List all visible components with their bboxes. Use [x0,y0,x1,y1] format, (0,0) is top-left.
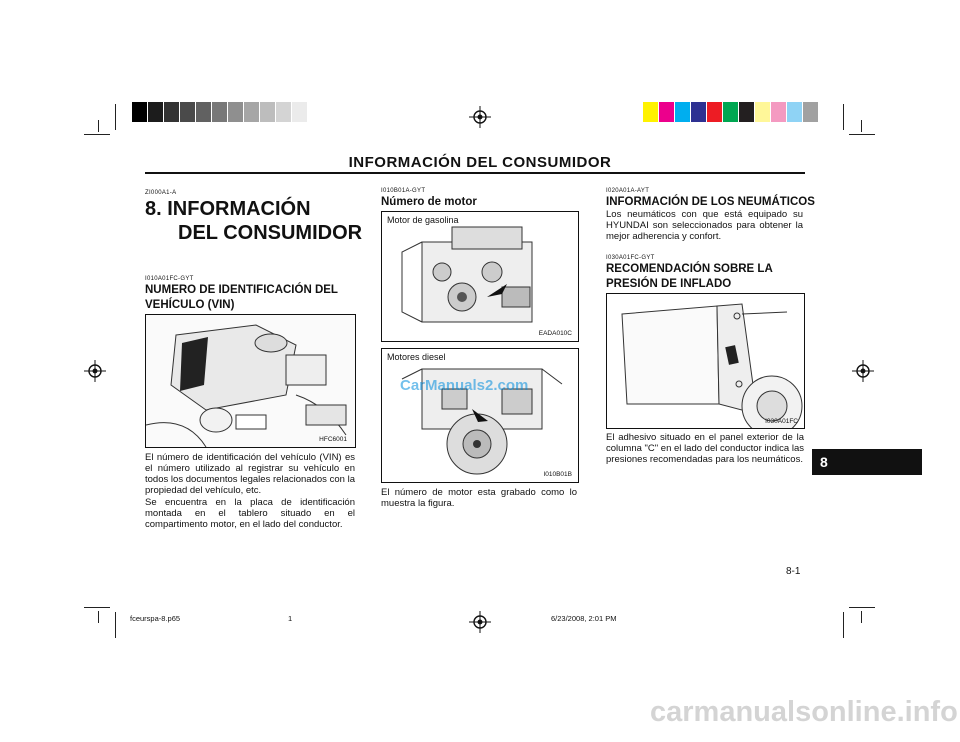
color-swatch [723,102,738,122]
color-swatch [675,102,690,122]
chapter-title-line1: 8. INFORMACIÓN [145,198,311,220]
section-code: I010A01FC-GYT [145,276,194,282]
section-title-pressure-line1: RECOMENDACIÓN SOBRE LA [606,263,773,275]
page-header-title: INFORMACIÓN DEL CONSUMIDOR [348,154,612,171]
gasoline-engine-illustration [382,212,578,341]
color-swatch [643,102,658,122]
crosshair-icon [852,360,874,382]
section-title-engine-number: Número de motor [381,196,477,208]
vin-paragraph-1: El número de identificación del vehículo (VIN) es el número utilizado al registrar su vehículo en todos los documentos legales relacionados con la propiedad del vehículo, etc. [145,452,355,496]
color-swatch [707,102,722,122]
color-swatch [739,102,754,122]
figure-label: Motores diesel [387,352,446,362]
gray-swatch [180,102,195,122]
footer-date: 6/23/2008, 2:01 PM [551,614,617,623]
gasoline-engine-figure [381,211,579,342]
engine-bay-illustration [146,315,355,447]
gray-swatch [164,102,179,122]
watermark-text: CarManuals2.com [400,377,529,394]
gray-swatch [308,102,323,122]
crosshair-icon [84,360,106,382]
section-code: I020A01A-AYT [606,188,650,194]
figure-label: Motor de gasolina [387,215,459,225]
footer-page: 1 [288,614,293,623]
diesel-engine-illustration [382,349,578,482]
gray-swatch [228,102,243,122]
color-swatch [659,102,674,122]
color-swatch [803,102,818,122]
gray-swatch [276,102,291,122]
gray-swatch [196,102,211,122]
section-code: ZI000A1-A [145,190,177,196]
figure-code: I010B01B [543,471,572,478]
gray-swatch [132,102,147,122]
diesel-engine-figure [381,348,579,483]
color-calibration-bar [643,102,819,122]
section-code: I010B01A-GYT [381,188,426,194]
color-swatch [691,102,706,122]
gray-swatch [212,102,227,122]
chapter-title-line2: DEL CONSUMIDOR [178,222,363,244]
pressure-paragraph: El adhesivo situado en el panel exterior de la columna "C" en el lado del conductor indica las presiones recomendadas para los neumáticos. [606,432,804,465]
footer-file: fceurspa-8.p65 [130,614,181,623]
page-number: 8-1 [786,566,801,577]
tire-pressure-figure [606,293,805,429]
figure-code: HFC6001 [319,436,347,443]
section-code: I030A01FC-GYT [606,255,655,261]
section-title-tires: INFORMACIÓN DE LOS NEUMÁTICOS [606,196,815,208]
gray-swatch [292,102,307,122]
color-swatch [771,102,786,122]
header-rule [145,172,805,174]
section-title-pressure-line2: PRESIÓN DE INFLADO [606,278,732,290]
vin-paragraph-2: Se encuentra en la placa de identificación montada en el tablero situado en el compartimento motor, en el lado del conductor. [145,497,355,530]
crosshair-icon [469,611,491,633]
gray-swatch [260,102,275,122]
gray-swatch [244,102,259,122]
site-watermark: carmanualsonline.info [650,696,958,728]
figure-code: EADA010C [538,330,572,337]
gray-calibration-bar [132,102,324,122]
engine-paragraph: El número de motor esta grabado como lo muestra la figura. [381,487,577,509]
gray-swatch [148,102,163,122]
color-swatch [787,102,802,122]
vin-figure [145,314,356,448]
section-title-vin: NUMERO DE IDENTIFICACIÓN DEL VEHÍCULO (VIN) [145,284,338,311]
color-swatch [755,102,770,122]
figure-code: I030A01FC [765,418,798,425]
door-pillar-illustration [607,294,804,428]
tires-paragraph: Los neumáticos con que está equipado su HYUNDAI son seleccionados para obtener la mejor adherencia y confort. [606,209,803,242]
crosshair-icon [469,106,491,128]
chapter-tab: 8 [812,449,922,475]
